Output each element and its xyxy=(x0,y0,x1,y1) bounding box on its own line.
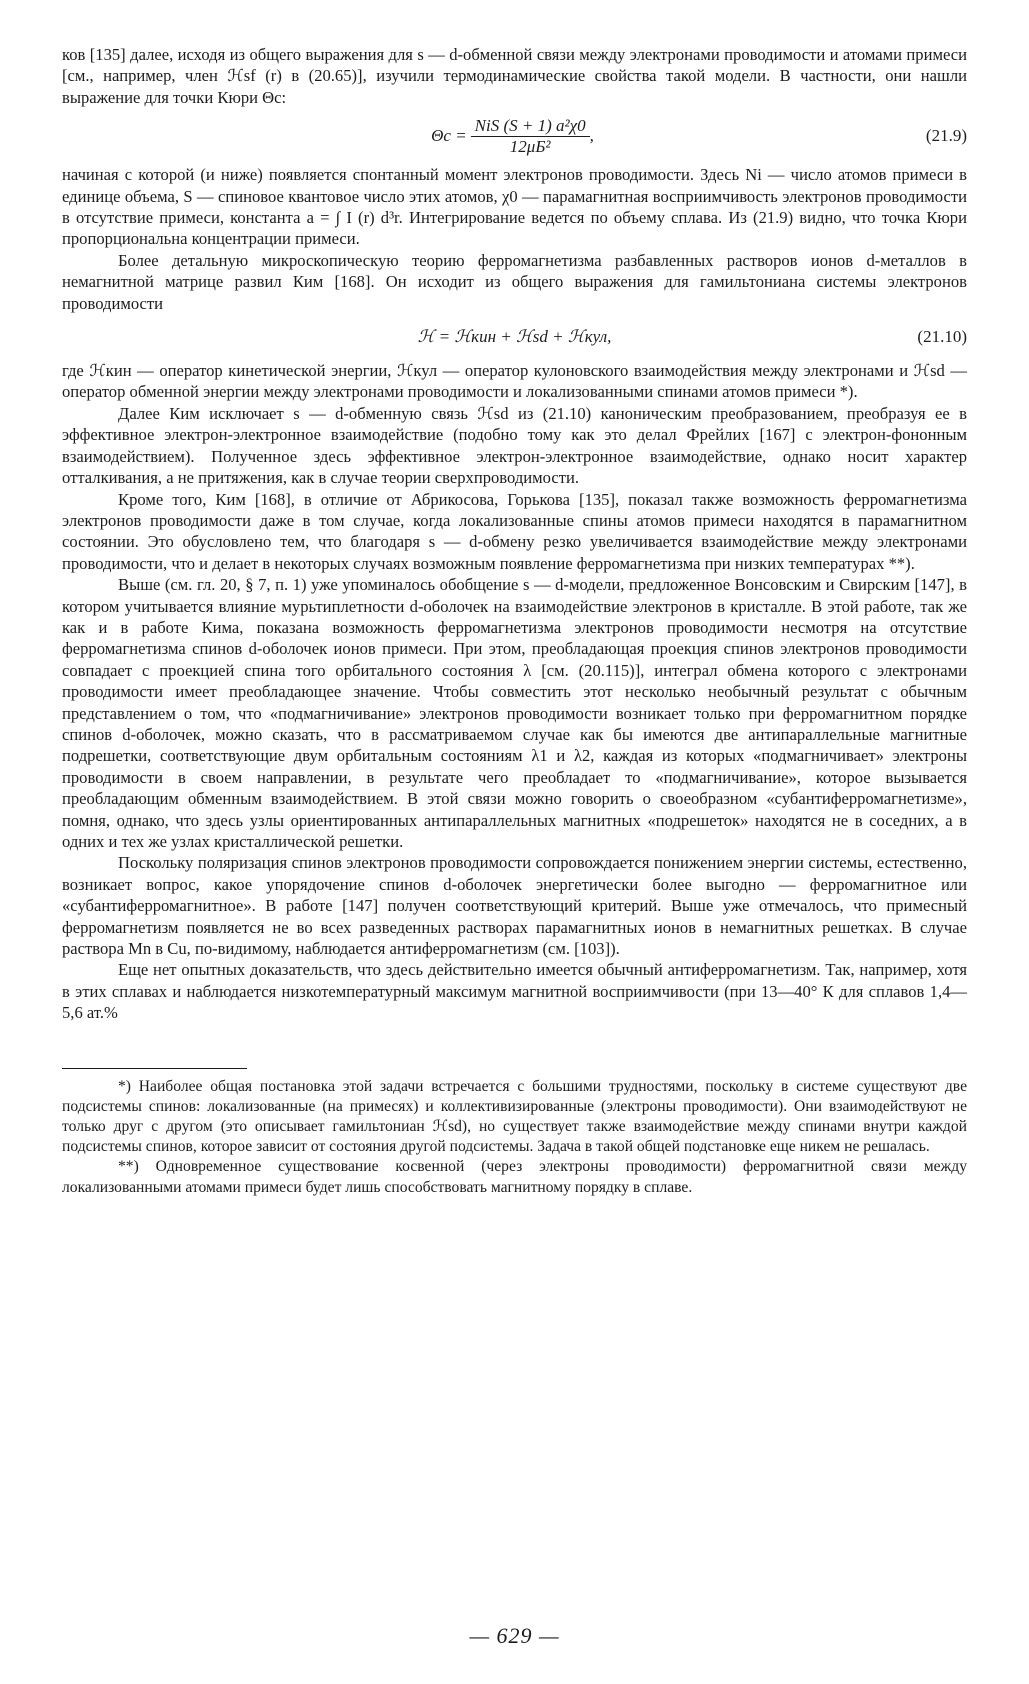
page-number: — 629 — xyxy=(469,1623,560,1648)
paragraph-6: Кроме того, Ким [168], в отличие от Абрикосова, Горькова [135], показал также возможность ферромагнетизма электронов проводимости даже в том случае, когда локализованные спины атомов примеси находятся в парамагнитном состоянии. Это обусловлено тем, что благодаря s — d-обмену резко увеличивается взаимодействие между электронами проводимости, что и делает в некоторых случаях возможным появление ферромагнетизма при низких температурах **). xyxy=(62,489,967,573)
equation-21-9-number: (21.9) xyxy=(925,126,967,146)
paragraph-5: Далее Ким исключает s — d-обменную связь ℋsd из (21.10) каноническим преобразованием, преобразуя ее в эффективное электрон-электронное взаимодействие (подобно тому как это делал Фрейлих [167] с электрон-фононным взаимодействием). Полученное здесь эффективное электрон-электронное взаимодействие, однако носит характер отталкивания, а не притяжения, как в случае теории сверхпроводимости. xyxy=(62,403,967,488)
footnote-2: **) Одновременное существование косвенной (через электроны проводимости) ферромагнитной связи между локализованными атомами примеси будет лишь способствовать магнитному порядку в сплаве. xyxy=(62,1158,967,1196)
footnote-divider xyxy=(62,1068,247,1069)
footnote-1: *) Наиболее общая постановка этой задачи встречается с большими трудностями, поскольку в системе существуют две подсистемы спинов: локализованные (на примесях) и коллективизированные (электроны проводимости). Они взаимодействуют не только друг с другом (это описывает гамильтониан ℋsd), но существует также взаимодействие между спинами внутри каждой подсистемы спинов, которое зависит от состояния другой подсистемы. Задача в такой общей подстановке еще никем не решалась. xyxy=(62,1077,967,1156)
paragraph-9: Еще нет опытных доказательств, что здесь действительно имеется обычный антиферромагнетизм. Так, например, хотя в этих сплавах и наблюдается низкотемпературный максимум магнитной восприимчивости (при 13—40° К для сплавов 1,4—5,6 ат.% xyxy=(62,960,967,1023)
paragraph-8: Поскольку поляризация спинов электронов проводимости сопровождается понижением энергии системы, естественно, возникает вопрос, какое упорядочение спинов d-оболочек энергетически более выгодно — ферромагнитное или «субантиферромагнитное». В работе [147] получен соответствующий критерий. Выше уже отмечалось, что примесный ферромагнетизм появляется не во всех разведенных растворах парамагнитных ионов в немагнитных решетках. В случае раствора Mn в Cu, по-видимому, наблюдается антиферромагнетизм (см. [103]). xyxy=(62,853,967,959)
paragraph-4: где ℋкин — оператор кинетической энергии, ℋкул — оператор кулоновского взаимодействия между электронами и ℋsd — оператор обменной энергии между электронами проводимости и локализованными спинами атомов примеси *). xyxy=(62,361,967,402)
paragraph-2: начиная с которой (и ниже) появляется спонтанный момент электронов проводимости. Здесь Ni — число атомов примеси в единице объема, S — спиновое квантовое число этих атомов, χ0 — парамагнитная восприимчивость электронов проводимости в отсутствие примеси, константа a = ∫ I (r) d³r. Интегрирование ведется по объему сплава. Из (21.9) видно, что точка Кюри пропорциональна концентрации примеси. xyxy=(62,165,967,249)
page-body xyxy=(62,44,967,1198)
equation-21-9-denominator: 12μБ² xyxy=(509,136,551,156)
equation-21-10-number: (21.10) xyxy=(917,327,967,347)
paragraph-3: Более детальную микроскопическую теорию ферромагнетизма разбавленных растворов ионов d-металлов в немагнитной матрице развил Ким [168]. Он исходит из общего выражения для гамильтониана системы электронов проводимости xyxy=(62,250,967,313)
equation-21-9-numerator: NiS (S + 1) a²χ0 xyxy=(471,116,590,137)
footnotes xyxy=(62,1077,967,1198)
equation-21-9-tail: , xyxy=(589,126,594,146)
equation-21-10 xyxy=(62,314,967,360)
equation-21-9-lhs: Θc = xyxy=(431,126,467,146)
equation-21-9-expression xyxy=(62,116,967,157)
paragraph-1: ков [135] далее, исходя из общего выражения для s — d-обменной связи между электронами проводимости и атомами примеси [см., например, член ℋsf (r) в (20.65)], изучили термодинамические свойства такой модели. В частности, они нашли выражение для точки Кюри Θc: xyxy=(62,45,967,107)
equation-21-9-fraction xyxy=(471,116,590,157)
equation-21-10-expression: ℋ = ℋкин + ℋsd + ℋкул, xyxy=(417,327,612,347)
paragraph-7: Выше (см. гл. 20, § 7, п. 1) уже упоминалось обобщение s — d-модели, предложенное Вонсовским и Свирским [147], в котором учитывается влияние мурьтиплетности d-оболочек на взаимодействие электронов в кристалле. В этой работе, так же как и в работе Кима, показана возможность ферромагнетизма электронов проводимости несмотря на отсутствие ферромагнетизма спинов d-оболочек ионов примеси. При этом, преобладающая проекция спинов электронов проводимости совпадает с проекцией спина того орбитального состояния λ [см. (20.115)], интеграл обмена которого с электронами проводимости имеет преобладающее значение. Чтобы совместить этот несколько необычный результат с обычным представлением о том, что «подмагничивание» электронов проводимости возникает только при ферромагнитном порядке спинов d-оболочек, можно сказать, что в рассматриваемом случае как бы имеются две антипараллельные магнитные подрешетки, соответствующие двум орбитальным состояниям λ1 и λ2, каждая из которых «подмагничивает» электроны проводимости в своем направлении, в результате чего преобладает то «подмагничивание», которое вызывается преобладающим обменным взаимодействием. В этой связи можно говорить о своеобразном «субантиферромагнетизме», помня, однако, что здесь узлы ориентированных антипараллельных магнитных «подрешеток» находятся не в соседних, а в одних и тех же узлах кристаллической решетки. xyxy=(62,575,967,851)
equation-21-9 xyxy=(62,108,967,164)
